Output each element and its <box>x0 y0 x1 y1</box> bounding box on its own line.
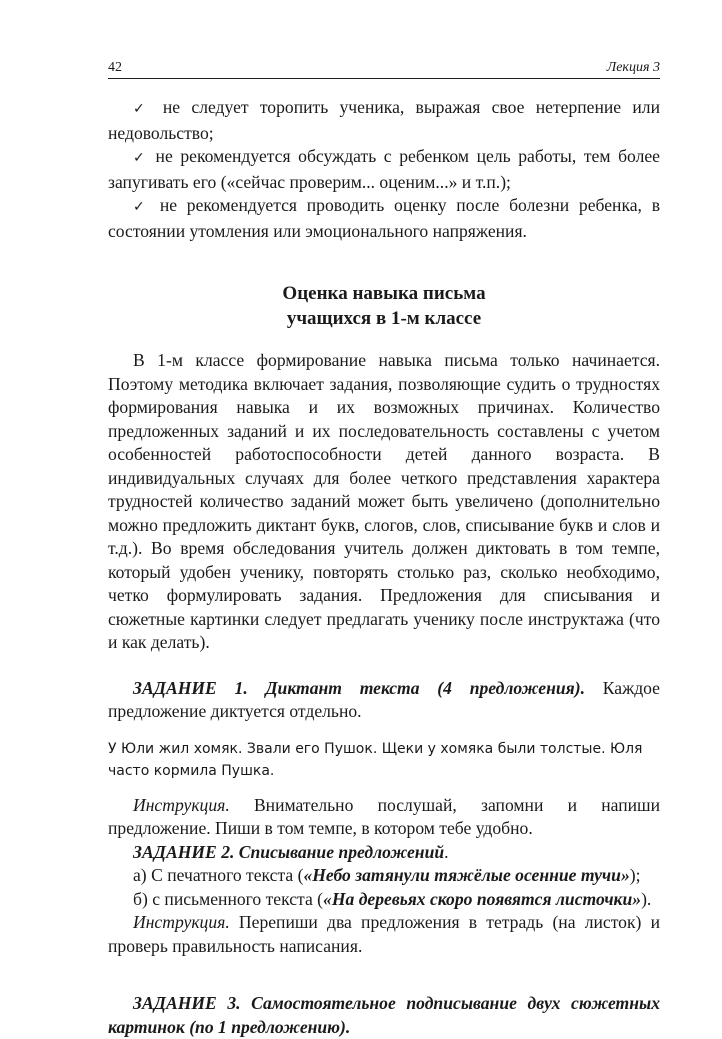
lecture-label: Лекция 3 <box>606 60 660 75</box>
checkmark-icon: ✓ <box>133 150 148 166</box>
task3-paragraph <box>108 992 660 1039</box>
section-title-line1: Оценка навыка письма <box>282 283 486 304</box>
checkmark-icon: ✓ <box>133 199 151 215</box>
bullet-text: не следует торопить ученика, выражая свое нетерпение или недовольство; <box>108 97 660 143</box>
task2-title: ЗАДАНИЕ 2. Списывание предложений <box>133 841 445 862</box>
task2-title-line <box>108 841 660 865</box>
task2-a-quote: «Небо затянули тяжёлые осенние тучи» <box>303 865 630 885</box>
task2-item-b <box>108 888 660 912</box>
task2-a-suffix: ); <box>629 865 641 885</box>
bullet-text: не рекомендуется обсуждать с ребенком цель работы, тем более запугивать его («сейчас проверим... оценим...» и т.п.); <box>108 146 660 192</box>
task1-desc: Каждое предложение диктуется отдельно. <box>108 677 660 721</box>
page-number: 42 <box>108 60 122 75</box>
task2-b-quote: «На деревьях скоро появятся листочки» <box>323 888 642 909</box>
task2-b-suffix: ). <box>641 888 652 909</box>
task2-item-a <box>108 864 660 888</box>
task2-instruction <box>108 911 660 958</box>
dictation-sample: У Юли жил хомяк. Звали его Пушок. Щеки у хомяка были толстые. Юля часто кормила Пушка. <box>108 740 643 779</box>
instruction-text: Перепиши два предложения в тетрадь (на листок) и проверь правильность написания. <box>108 912 660 956</box>
task1-instruction <box>108 794 660 841</box>
task2-a-prefix: а) С печатного текста ( <box>133 865 304 885</box>
bullet-text: не рекомендуется проводить оценку после болезни ребенка, в состоянии утомления или эмоционального напряжения. <box>108 195 661 241</box>
bullet-item <box>108 96 660 145</box>
instruction-label: Инструкция. <box>133 794 230 815</box>
task1-paragraph <box>108 677 660 724</box>
instruction-label: Инструкция. <box>133 912 230 932</box>
checkmark-icon: ✓ <box>133 101 152 117</box>
task1-title: ЗАДАНИЕ 1. Диктант текста (4 предложения). <box>133 677 585 698</box>
bullet-item <box>108 145 660 194</box>
task3-title: ЗАДАНИЕ 3. Самостоятельное подписывание двух сюжетных картинок (по 1 предложению). <box>108 993 660 1037</box>
section-title <box>108 281 660 331</box>
page-header <box>108 58 660 79</box>
task2-title-end: . <box>444 841 449 862</box>
section-title-line2: учащихся в 1-м классе <box>286 308 482 329</box>
task2-b-prefix: б) с письменного текста ( <box>133 888 324 909</box>
page-content <box>108 96 660 1039</box>
intro-paragraph: В 1-м классе формирование навыка письма только начинается. Поэтому методика включает задания, позволяющие судить о трудностях формирования навыка и их возможных причинах. Количество предложенных заданий и их последовательность составлены с учетом особенностей работоспособности детей данного возраста. В индивидуальных случаях для более четкого представления характера трудностей количество заданий может быть увеличено (дополнительно можно предложить диктант букв, слогов, слов, списывание букв и слов и т.д.). Во время обследования учитель должен диктовать в том темпе, который удобен ученику, повторять столько раз, сколько необходимо, четко формулировать задания. Предложения для списывания и сюжетные картинки следует предлагать ученику после инструктажа (что и как делать). <box>108 350 660 652</box>
bullet-item <box>108 194 660 243</box>
instruction-text: Внимательно послушай, запомни и напиши предложение. Пиши в том темпе, в котором тебе удобно. <box>108 794 660 838</box>
